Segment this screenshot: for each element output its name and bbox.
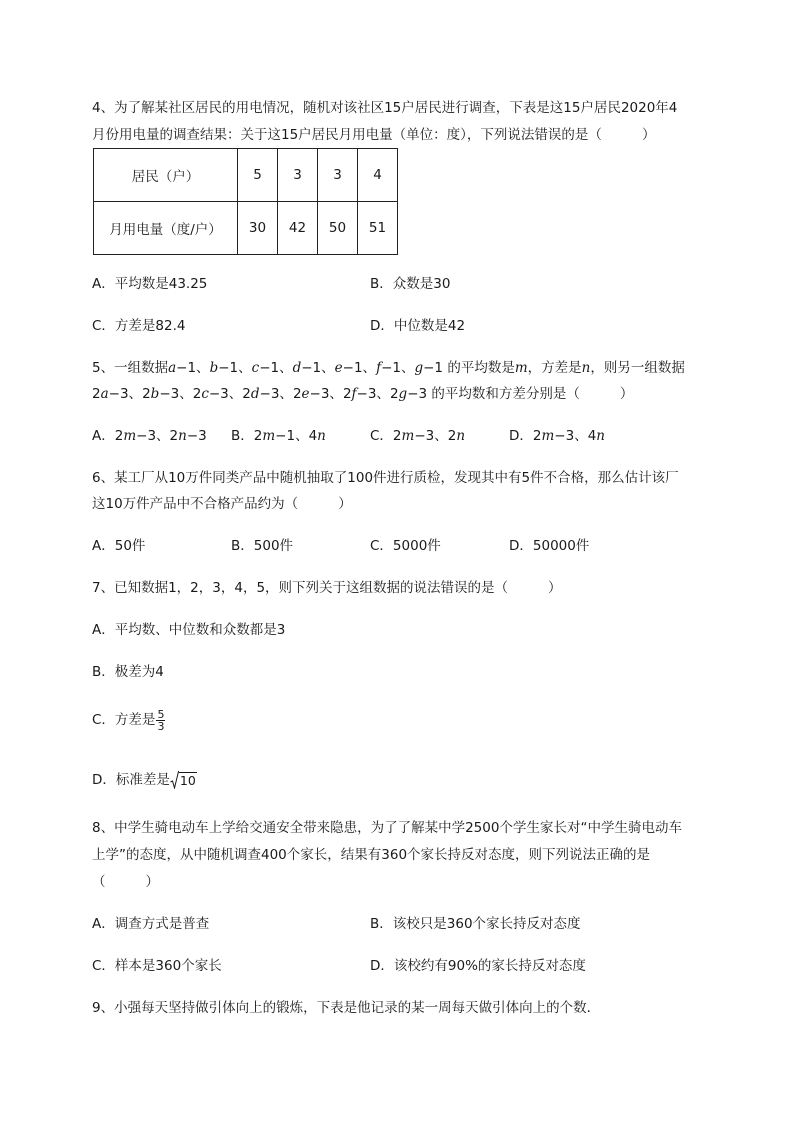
- q5-a-var: n: [178, 428, 187, 444]
- q7-c-prefix: C．方差是: [92, 712, 156, 728]
- q5-a-part: −3、2: [136, 428, 179, 444]
- q7-d-prefix: D．标准差是: [92, 772, 170, 788]
- table-row: [94, 202, 398, 255]
- q5-offset: −3、: [159, 386, 193, 402]
- fraction: [156, 709, 165, 732]
- q5-d-part: −3、4: [554, 428, 597, 444]
- q4-stem-line1: 4、为了解某社区居民的用电情况，随机对该社区15户居民进行调查，下表是这15户居民2020年4: [92, 100, 678, 116]
- q5-c-part: −3、2: [414, 428, 457, 444]
- q5-coefficient: 2: [92, 386, 101, 402]
- q5-a-var: m: [123, 428, 137, 444]
- radicand: 10: [179, 773, 196, 788]
- q5-offset: −1、: [259, 360, 293, 376]
- q4-row2-cell: 30: [238, 202, 278, 255]
- q5-offset: −3、: [309, 386, 343, 402]
- q5-b-var: n: [317, 428, 326, 444]
- q5-offset: −1、: [218, 360, 252, 376]
- q4-row2-cell: 51: [358, 202, 398, 255]
- q5-d-var: m: [541, 428, 555, 444]
- q5-var-list-1: [168, 360, 447, 376]
- q8-paren-open: （: [92, 874, 106, 890]
- q5-var-list-2: [92, 386, 431, 402]
- q7-stem-text: 7、已知数据1，2，3，4，5，则下列关于这组数据的说法错误的是（: [92, 580, 509, 596]
- q5-variable: c: [201, 386, 209, 402]
- square-root: [170, 771, 197, 789]
- q7-option-b: B．极差为4: [92, 664, 164, 680]
- q5-variable: f: [376, 360, 382, 376]
- q4-row1-cell: 3: [318, 149, 358, 202]
- q7-paren-close: ）: [548, 580, 562, 596]
- q8-paren-close: ）: [145, 874, 159, 890]
- q5-variable: b: [209, 360, 219, 376]
- q5-offset: −1、: [301, 360, 335, 376]
- q6-option-d: D．50000件: [509, 538, 590, 554]
- q5-variable: c: [251, 360, 260, 376]
- q5-variable: g: [398, 386, 408, 402]
- q6-stem-line2: [92, 494, 352, 514]
- fraction-numerator: 5: [157, 707, 165, 721]
- q5-offset: −3、: [108, 386, 143, 402]
- q5-variance-var: n: [581, 360, 591, 376]
- table-row: [94, 149, 398, 202]
- q5-coefficient: 2: [389, 386, 399, 402]
- q6-stem-line2-text: 这10万件产品中不合格产品约为（: [92, 496, 299, 512]
- q5-offset: −3: [407, 386, 432, 402]
- q5-stem-line1: [92, 358, 685, 378]
- q5-d-part: D．2: [509, 428, 542, 444]
- q5-c-part: C．2: [370, 428, 402, 444]
- q5-variable: a: [168, 360, 177, 376]
- q5-intro: 5、一组数据: [92, 360, 169, 376]
- q5-c-var: n: [456, 428, 466, 444]
- q5-coefficient: 2: [192, 386, 202, 402]
- q6-stem-line1: 6、某工厂从10万件同类产品中随机抽取了100件进行质检，发现其中有5件不合格，那么估计该厂: [92, 470, 679, 486]
- q5-line2-tail: 的平均数和方差分别是（: [431, 386, 580, 402]
- q5-variable: d: [250, 386, 260, 402]
- q4-table: [93, 148, 398, 255]
- q4-row2-header: 月用电量（度/户）: [94, 202, 238, 255]
- q4-row2-cell: 42: [278, 202, 318, 255]
- q4-option-d: D．中位数是42: [370, 318, 466, 334]
- q5-option-d: [509, 426, 605, 446]
- q5-variable: f: [351, 386, 357, 402]
- q9-stem: 9、小强每天坚持做引体向上的锻炼，下表是他记录的某一周每天做引体向上的个数．: [92, 1000, 601, 1016]
- q5-option-a: [92, 426, 207, 446]
- q5-variable: d: [292, 360, 302, 376]
- q8-option-c: C．样本是360个家长: [92, 958, 222, 974]
- q4-paren-close: ）: [641, 127, 656, 143]
- q5-offset: −1: [423, 360, 448, 376]
- q5-b-part: B．2: [231, 428, 263, 444]
- q5-option-c: [370, 426, 465, 446]
- q5-offset: −1、: [176, 360, 210, 376]
- radical-sign-icon: [170, 771, 179, 789]
- q7-option-d: [92, 768, 197, 792]
- q8-option-d: D．该校约有90%的家长持反对态度: [370, 958, 586, 974]
- q5-paren-close: ）: [619, 386, 634, 402]
- q5-variable: g: [414, 360, 424, 376]
- q5-coefficient: 2: [242, 386, 251, 402]
- q7-option-a: A．平均数、中位数和众数都是3: [92, 622, 286, 638]
- q8-stem-line1: 8、中学生骑电动车上学给交通安全带来隐患，为了了解某中学2500个学生家长对“中学生骑电动车: [92, 820, 682, 836]
- q6-option-a: A．50件: [92, 538, 146, 554]
- q5-var-text: ，方差是: [527, 360, 582, 376]
- q4-stem-line2: [92, 125, 655, 145]
- q6-paren-close: ）: [338, 496, 352, 512]
- q5-variable: e: [334, 360, 343, 376]
- q4-row1-cell: 5: [238, 149, 278, 202]
- q5-stem-line2: [92, 384, 633, 404]
- q6-option-c: C．5000件: [370, 538, 441, 554]
- q5-coefficient: 2: [342, 386, 352, 402]
- q5-offset: −1、: [342, 360, 377, 376]
- q8-option-a: A．调查方式是普查: [92, 916, 210, 932]
- q8-option-b: B．该校只是360个家长持反对态度: [370, 916, 581, 932]
- q7-option-c: [92, 706, 165, 734]
- q4-option-a: A．平均数是43.25: [92, 276, 208, 292]
- q8-stem-line3: [92, 872, 159, 892]
- q5-mean-text: 的平均数是: [447, 360, 515, 376]
- fraction-denominator: 3: [157, 719, 165, 733]
- q5-variable: e: [301, 386, 310, 402]
- q5-a-part: A．2: [92, 428, 124, 444]
- q5-mean-var: m: [514, 360, 528, 376]
- q4-row1-header: 居民（户）: [94, 149, 238, 202]
- q6-option-b: B．500件: [231, 538, 294, 554]
- q7-stem: [92, 578, 562, 598]
- q5-b-var: m: [262, 428, 276, 444]
- q4-row1-cell: 4: [358, 149, 398, 202]
- q5-b-part: −1、4: [275, 428, 318, 444]
- q5-a-part: −3: [186, 428, 207, 444]
- q5-c-var: m: [401, 428, 415, 444]
- q5-offset: −1、: [381, 360, 415, 376]
- q5-offset: −3、: [356, 386, 390, 402]
- q4-row2-cell: 50: [318, 202, 358, 255]
- q5-option-b: [231, 426, 326, 446]
- q5-variable: b: [150, 386, 160, 402]
- q4-stem-line2-text: 月份用电量的调查结果：关于这15户居民月用电量（单位：度），下列说法错误的是（: [92, 127, 602, 143]
- q5-offset: −3、: [259, 386, 293, 402]
- q4-row1-cell: 3: [278, 149, 318, 202]
- q5-tail: ，则另一组数据: [590, 360, 685, 376]
- q8-stem-line2: 上学”的态度，从中随机调查400个家长，结果有360个家长持反对态度，则下列说法正确的是: [92, 847, 651, 863]
- q5-coefficient: 2: [142, 386, 151, 402]
- q5-coefficient: 2: [292, 386, 302, 402]
- q5-d-var: n: [596, 428, 605, 444]
- q5-offset: −3、: [208, 386, 243, 402]
- q4-option-b: B．众数是30: [370, 276, 451, 292]
- q5-variable: a: [100, 386, 109, 402]
- q4-option-c: C．方差是82.4: [92, 318, 186, 334]
